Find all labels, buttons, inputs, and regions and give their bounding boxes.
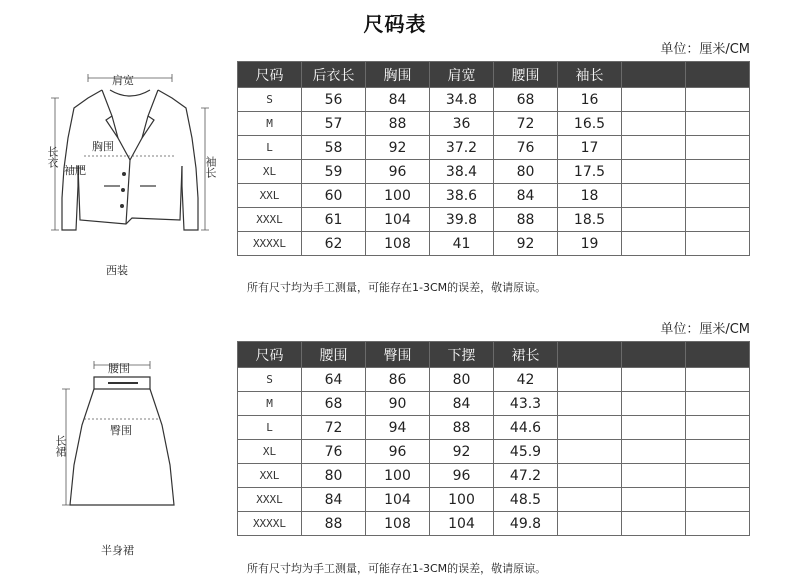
table-cell: 100 xyxy=(366,464,430,488)
size-cell: S xyxy=(238,88,302,112)
table-cell: 108 xyxy=(366,512,430,536)
size-cell: XXL xyxy=(238,464,302,488)
unit-label-jacket: 单位：厘米/CM xyxy=(660,42,750,57)
table-cell xyxy=(558,416,622,440)
skirt-illustration xyxy=(48,355,198,530)
table-cell: 38.4 xyxy=(430,160,494,184)
table-cell: 68 xyxy=(494,88,558,112)
table-cell: 76 xyxy=(494,136,558,160)
table-cell xyxy=(686,136,750,160)
column-header: 尺码 xyxy=(238,62,302,88)
table-cell xyxy=(686,464,750,488)
table-cell xyxy=(686,160,750,184)
shoulder-label: 肩宽 xyxy=(112,74,134,87)
skirt-caption: 半身裙 xyxy=(101,544,134,557)
table-row xyxy=(238,208,750,232)
table-cell: 92 xyxy=(430,440,494,464)
table-cell xyxy=(622,392,686,416)
jacket-caption: 西装 xyxy=(106,264,128,277)
table-cell: 104 xyxy=(430,512,494,536)
column-header xyxy=(558,342,622,368)
table-cell xyxy=(686,416,750,440)
table-row xyxy=(238,392,750,416)
table-cell: 80 xyxy=(302,464,366,488)
column-header: 袖长 xyxy=(558,62,622,88)
size-cell: XXL xyxy=(238,184,302,208)
skirt-size-table xyxy=(237,341,750,536)
table-cell: 64 xyxy=(302,368,366,392)
chest-label: 胸围 xyxy=(92,140,114,153)
column-header xyxy=(622,342,686,368)
size-cell: L xyxy=(238,416,302,440)
table-cell: 37.2 xyxy=(430,136,494,160)
column-header: 肩宽 xyxy=(430,62,494,88)
table-cell xyxy=(558,464,622,488)
table-cell: 90 xyxy=(366,392,430,416)
table-header-row xyxy=(238,62,750,88)
column-header: 腰围 xyxy=(302,342,366,368)
jacket-illustration xyxy=(40,68,220,248)
table-cell xyxy=(622,440,686,464)
table-cell: 80 xyxy=(430,368,494,392)
table-row xyxy=(238,512,750,536)
table-row xyxy=(238,440,750,464)
table-cell: 18.5 xyxy=(558,208,622,232)
table-cell: 94 xyxy=(366,416,430,440)
table-cell: 84 xyxy=(494,184,558,208)
table-cell: 57 xyxy=(302,112,366,136)
table-row xyxy=(238,136,750,160)
table-cell: 59 xyxy=(302,160,366,184)
size-cell: XXXL xyxy=(238,208,302,232)
size-cell: XL xyxy=(238,440,302,464)
table-cell: 19 xyxy=(558,232,622,256)
unit-label-skirt: 单位：厘米/CM xyxy=(660,322,750,337)
table-row xyxy=(238,368,750,392)
table-cell: 62 xyxy=(302,232,366,256)
table-cell: 36 xyxy=(430,112,494,136)
table-cell xyxy=(558,488,622,512)
table-cell xyxy=(686,512,750,536)
waist-label: 腰围 xyxy=(108,362,130,375)
table-cell: 47.2 xyxy=(494,464,558,488)
table-row xyxy=(238,184,750,208)
table-row xyxy=(238,464,750,488)
column-header: 腰围 xyxy=(494,62,558,88)
table-cell: 88 xyxy=(430,416,494,440)
table-cell: 60 xyxy=(302,184,366,208)
table-cell xyxy=(686,184,750,208)
table-cell: 39.8 xyxy=(430,208,494,232)
table-cell: 68 xyxy=(302,392,366,416)
table-cell xyxy=(622,112,686,136)
table-cell xyxy=(686,208,750,232)
table-cell xyxy=(622,464,686,488)
table-cell: 44.6 xyxy=(494,416,558,440)
table-row xyxy=(238,160,750,184)
table-cell: 100 xyxy=(366,184,430,208)
column-header xyxy=(686,342,750,368)
table-cell: 45.9 xyxy=(494,440,558,464)
table-cell: 88 xyxy=(366,112,430,136)
table-cell xyxy=(558,512,622,536)
table-cell: 61 xyxy=(302,208,366,232)
table-header-row xyxy=(238,342,750,368)
table-cell: 88 xyxy=(494,208,558,232)
size-cell: XXXXL xyxy=(238,232,302,256)
table-cell xyxy=(686,440,750,464)
table-cell xyxy=(622,368,686,392)
table-cell: 84 xyxy=(366,88,430,112)
table-cell: 86 xyxy=(366,368,430,392)
table-cell xyxy=(558,368,622,392)
hip-label: 臀围 xyxy=(110,424,132,437)
size-cell: S xyxy=(238,368,302,392)
table-cell: 80 xyxy=(494,160,558,184)
skirt-diagram xyxy=(48,355,198,530)
table-cell xyxy=(622,88,686,112)
table-cell: 41 xyxy=(430,232,494,256)
column-header: 臀围 xyxy=(366,342,430,368)
table-cell: 72 xyxy=(494,112,558,136)
measurement-note: 所有尺寸均为手工测量，可能存在1-3CM的误差，敬请原谅。 xyxy=(247,281,547,294)
table-cell: 34.8 xyxy=(430,88,494,112)
table-cell xyxy=(622,136,686,160)
sleeve-width-label: 袖肥 xyxy=(64,164,86,177)
table-cell: 38.6 xyxy=(430,184,494,208)
table-cell: 48.5 xyxy=(494,488,558,512)
size-cell: M xyxy=(238,112,302,136)
table-cell: 104 xyxy=(366,208,430,232)
size-cell: XXXXL xyxy=(238,512,302,536)
table-cell xyxy=(622,184,686,208)
table-cell: 108 xyxy=(366,232,430,256)
page-title: 尺码表 xyxy=(363,12,427,36)
jacket-diagram xyxy=(40,68,220,248)
table-cell: 96 xyxy=(366,440,430,464)
column-header: 胸围 xyxy=(366,62,430,88)
table-cell: 56 xyxy=(302,88,366,112)
table-cell: 88 xyxy=(302,512,366,536)
table-cell: 76 xyxy=(302,440,366,464)
table-cell: 84 xyxy=(302,488,366,512)
table-cell xyxy=(686,112,750,136)
column-header: 后衣长 xyxy=(302,62,366,88)
table-cell xyxy=(622,416,686,440)
column-header: 尺码 xyxy=(238,342,302,368)
table-row xyxy=(238,232,750,256)
column-header: 下摆 xyxy=(430,342,494,368)
skirt-length-label: 长裙 xyxy=(54,435,67,457)
table-cell: 96 xyxy=(430,464,494,488)
table-cell: 92 xyxy=(366,136,430,160)
table-cell: 92 xyxy=(494,232,558,256)
table-cell: 72 xyxy=(302,416,366,440)
table-cell: 16.5 xyxy=(558,112,622,136)
sleeve-length-label: 袖长 xyxy=(204,156,217,178)
table-cell: 17.5 xyxy=(558,160,622,184)
measurement-note: 所有尺寸均为手工测量，可能存在1-3CM的误差，敬请原谅。 xyxy=(247,562,547,575)
table-cell xyxy=(558,440,622,464)
table-cell xyxy=(622,488,686,512)
table-row xyxy=(238,416,750,440)
table-cell: 49.8 xyxy=(494,512,558,536)
table-cell xyxy=(686,88,750,112)
column-header xyxy=(622,62,686,88)
table-cell: 16 xyxy=(558,88,622,112)
table-cell: 17 xyxy=(558,136,622,160)
table-cell xyxy=(686,232,750,256)
table-cell xyxy=(686,368,750,392)
table-cell xyxy=(622,232,686,256)
table-cell: 100 xyxy=(430,488,494,512)
table-cell xyxy=(622,208,686,232)
column-header: 裙长 xyxy=(494,342,558,368)
length-label: 长衣 xyxy=(46,146,59,168)
table-cell xyxy=(686,488,750,512)
table-cell xyxy=(686,392,750,416)
table-cell: 104 xyxy=(366,488,430,512)
table-row xyxy=(238,112,750,136)
size-cell: XXXL xyxy=(238,488,302,512)
size-cell: XL xyxy=(238,160,302,184)
table-cell: 84 xyxy=(430,392,494,416)
table-cell: 43.3 xyxy=(494,392,558,416)
size-cell: M xyxy=(238,392,302,416)
table-cell: 42 xyxy=(494,368,558,392)
table-row xyxy=(238,488,750,512)
column-header xyxy=(686,62,750,88)
table-cell: 58 xyxy=(302,136,366,160)
table-cell xyxy=(622,160,686,184)
table-cell xyxy=(558,392,622,416)
table-row xyxy=(238,88,750,112)
table-cell xyxy=(622,512,686,536)
table-cell: 96 xyxy=(366,160,430,184)
jacket-size-table xyxy=(237,61,750,256)
size-cell: L xyxy=(238,136,302,160)
table-cell: 18 xyxy=(558,184,622,208)
